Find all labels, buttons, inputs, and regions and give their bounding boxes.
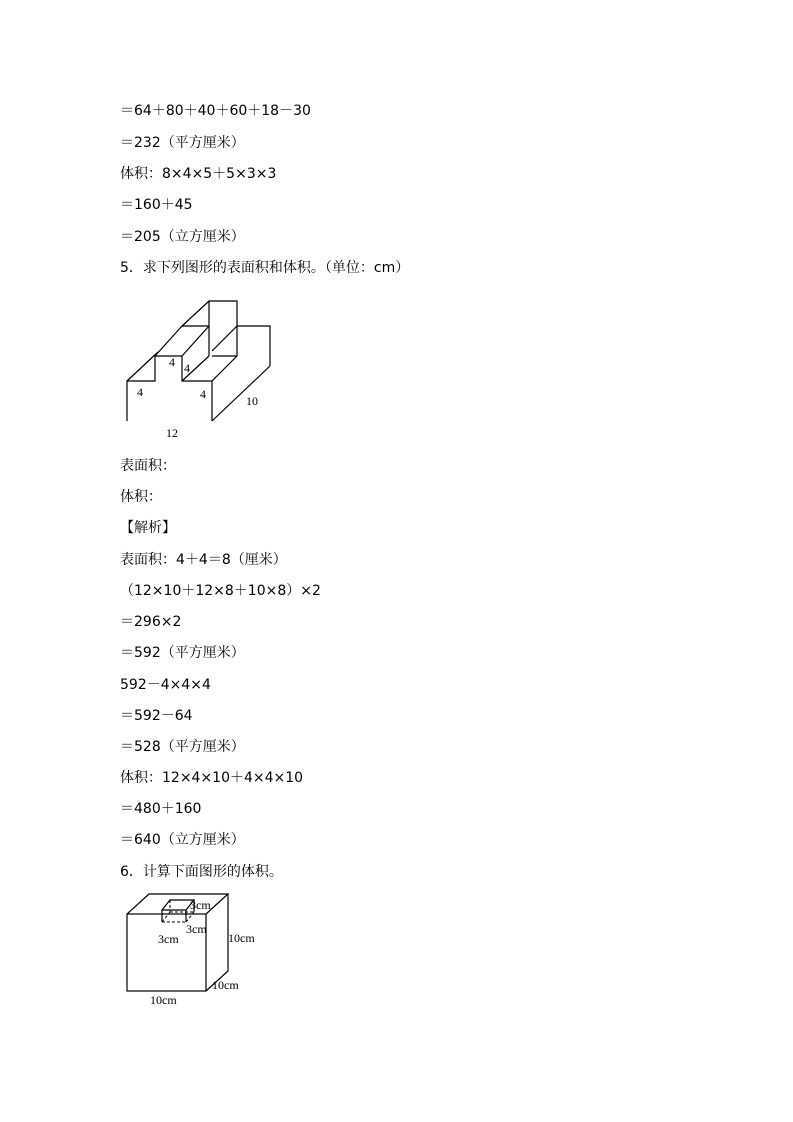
label-height: 10cm xyxy=(228,931,255,945)
label-left-step: 4 xyxy=(137,385,143,399)
label-depth: 10 xyxy=(246,394,258,408)
surface-area-prompt: 表面积： xyxy=(120,458,176,474)
question-5-title: 5．求下列图形的表面积和体积。（单位：cm） xyxy=(120,260,410,276)
label-hole-front: 3cm xyxy=(158,932,179,946)
volume-line-2: ＝160＋45 xyxy=(120,197,193,213)
label-right-step: 4 xyxy=(200,387,206,401)
solution-line-9: ＝480＋160 xyxy=(120,801,202,817)
question-6-title: 6．计算下面图形的体积。 xyxy=(120,864,283,880)
calc-line-2: ＝232（平方厘米） xyxy=(120,135,245,151)
label-hole-depth: 3cm xyxy=(190,898,211,912)
solution-line-8: 体积：12×4×10＋4×4×10 xyxy=(120,770,304,786)
label-depth: 10cm xyxy=(212,978,239,992)
label-notch-side: 4 xyxy=(184,361,190,375)
label-width: 10cm xyxy=(150,993,177,1007)
label-notch-top: 4 xyxy=(169,355,175,369)
figure-5-stepped-solid xyxy=(118,295,288,445)
solution-line-7: ＝528（平方厘米） xyxy=(120,739,245,755)
cube-top-face xyxy=(127,894,228,914)
volume-prompt: 体积： xyxy=(120,489,162,505)
solution-line-3: ＝296×2 xyxy=(120,614,182,630)
label-hole-side: 3cm xyxy=(186,922,207,936)
calc-line-1: ＝64＋80＋40＋60＋18－30 xyxy=(120,103,311,119)
solution-line-10: ＝640（立方厘米） xyxy=(120,832,245,848)
analysis-heading: 【解析】 xyxy=(120,520,176,536)
volume-line-3: ＝205（立方厘米） xyxy=(120,229,245,245)
figure-6-cube-with-hole xyxy=(118,892,278,1014)
solution-line-5: 592－4×4×4 xyxy=(120,677,211,693)
label-width: 12 xyxy=(166,426,178,440)
volume-line-1: 体积：8×4×5＋5×3×3 xyxy=(120,166,277,182)
solution-line-2: （12×10＋12×8＋10×8）×2 xyxy=(120,583,321,599)
solution-line-6: ＝592－64 xyxy=(120,708,193,724)
solution-line-4: ＝592（平方厘米） xyxy=(120,645,245,661)
solution-line-1: 表面积：4＋4＝8（厘米） xyxy=(120,552,287,568)
